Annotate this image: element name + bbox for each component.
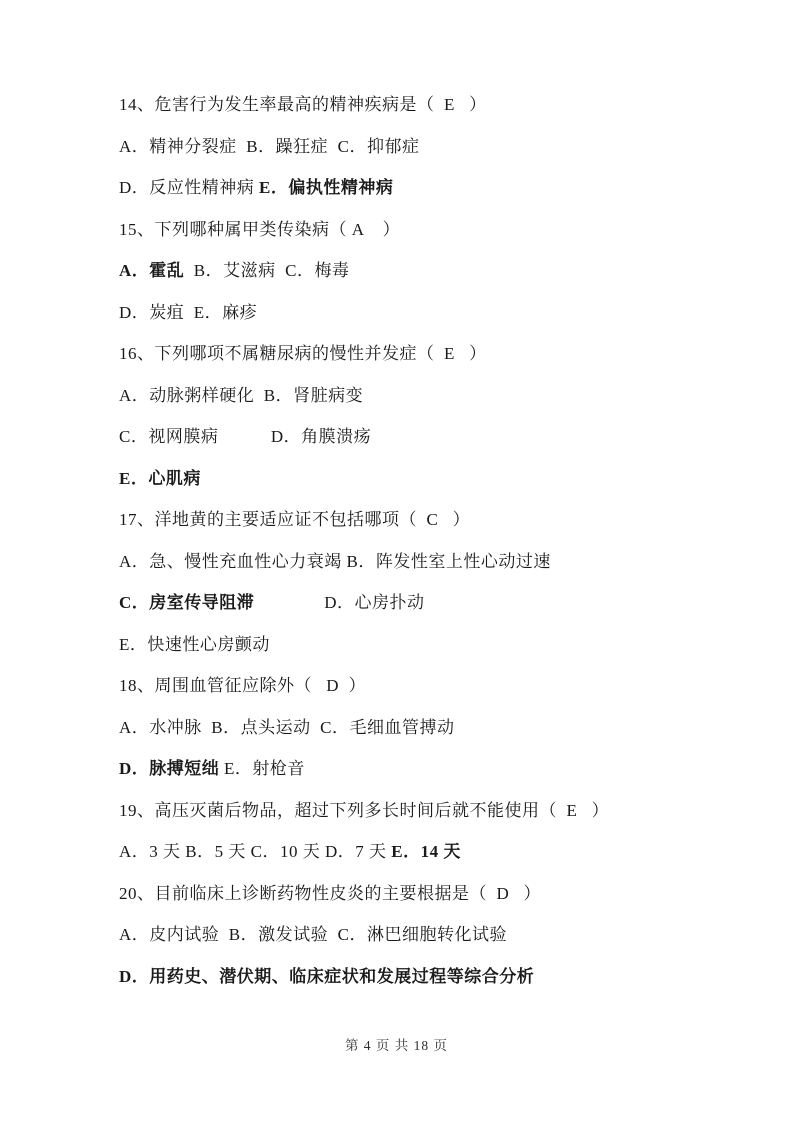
option-segment: D．反应性精神病 (119, 178, 260, 197)
option-segment: C．视网膜病 D．角膜溃疡 (119, 427, 372, 446)
question-16-options-line-2 (119, 416, 719, 458)
question-14-options-line-1 (119, 126, 719, 168)
question-17-options-line-2 (119, 582, 719, 624)
page-footer (0, 1034, 793, 1054)
question-18-stem: 18、周围血管征应除外（ D ） (119, 676, 367, 695)
question-18-options-line-2 (119, 748, 719, 790)
option-segment: E．射枪音 (219, 759, 305, 778)
question-15-stem: 15、下列哪种属甲类传染病（ A ） (119, 219, 401, 239)
option-segment: A．皮内试验 B．激发试验 C．淋巴细胞转化试验 (119, 925, 507, 944)
option-segment: E．快速性心房颤动 (119, 634, 270, 654)
option-segment: D．心房扑动 (254, 593, 425, 612)
option-segment: D．炭疽 E．麻疹 (119, 302, 258, 322)
question-15-options-line-2 (119, 292, 719, 334)
question-16-stem: 16、下列哪项不属糖尿病的慢性并发症（ E ） (119, 344, 487, 363)
question-16-options-line-1 (119, 375, 719, 417)
option-segment: E．偏执性精神病 (259, 178, 394, 197)
option-segment: A．水冲脉 B．点头运动 C．毛细血管搏动 (119, 717, 455, 737)
option-segment: A．急、慢性充血性心力衰竭 B．阵发性室上性心动过速 (119, 551, 551, 571)
question-17-options-line-1 (119, 541, 719, 583)
option-segment: D．用药史、潜伏期、临床症状和发展过程等综合分析 (119, 966, 535, 986)
option-segment: A．霍乱 (119, 261, 185, 280)
option-segment: A．精神分裂症 B．躁狂症 C．抑郁症 (119, 136, 420, 156)
option-segment: D．脉搏短绌 (119, 759, 220, 778)
option-segment: B．艾滋病 C．梅毒 (184, 261, 350, 280)
question-20-options-line-1 (119, 914, 719, 956)
question-19-stem: 19、高压灭菌后物品，超过下列多长时间后就不能使用（ E ） (119, 800, 610, 820)
questions-container (119, 84, 719, 997)
question-20-options-line-2 (119, 956, 719, 998)
question-15-options-line-1 (119, 250, 719, 292)
option-segment: A．动脉粥样硬化 B．肾脏病变 (119, 385, 364, 405)
question-16-options-line-3 (119, 458, 719, 500)
question-14-stem: 14、危害行为发生率最高的精神疾病是（ E ） (119, 95, 487, 114)
question-17-stem: 17、洋地黄的主要适应证不包括哪项（ C ） (119, 510, 471, 529)
question-19-options-line-1 (119, 831, 719, 873)
question-20-stem: 20、目前临床上诊断药物性皮炎的主要根据是（ D ） (119, 883, 542, 903)
question-18-options-line-1 (119, 707, 719, 749)
option-segment: E．14 天 (391, 842, 461, 861)
option-segment: C．房室传导阻滞 (119, 593, 255, 612)
option-segment: A．3 天 B．5 天 C．10 天 D．7 天 (119, 842, 392, 861)
question-17-options-line-3 (119, 624, 719, 666)
option-segment: E．心肌病 (119, 468, 201, 488)
page-number-text: 第 4 页 共 18 页 (344, 1038, 449, 1053)
question-14-options-line-2 (119, 167, 719, 209)
